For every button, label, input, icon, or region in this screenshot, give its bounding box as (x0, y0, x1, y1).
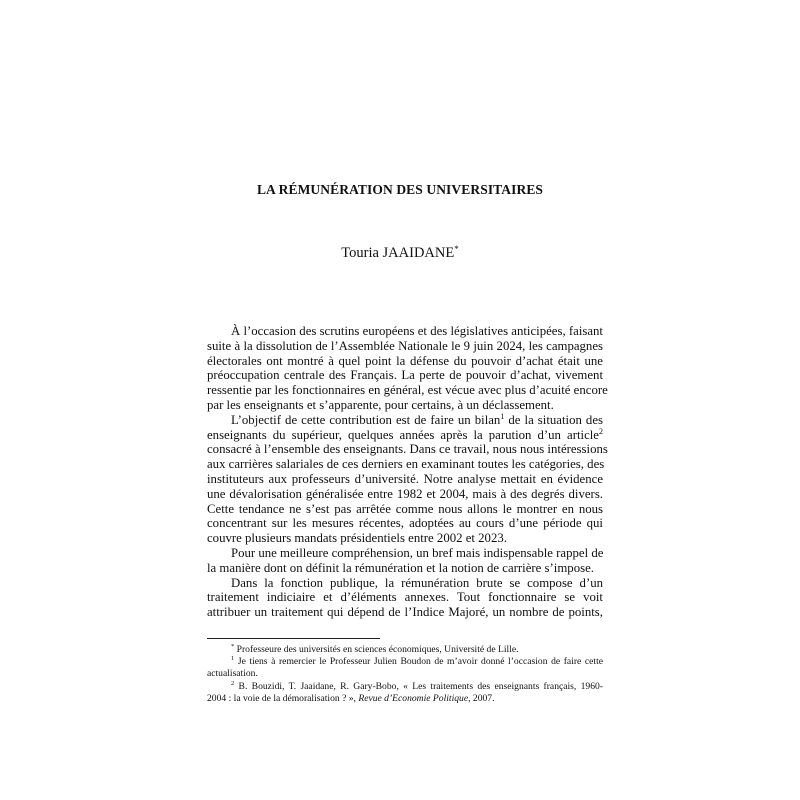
body-line (207, 413, 603, 428)
body-line (207, 605, 603, 620)
text-run: ressentie par les fonctionnaires en général, est vécue avec plus d’acuité encore (207, 383, 608, 398)
footnote-ref: 1 (500, 411, 505, 421)
body-line (207, 487, 603, 502)
footnote-line (207, 644, 603, 656)
body-line (207, 546, 603, 561)
text-run: traitement indiciaire et d’éléments annexes. Tout fonctionnaire se voit (207, 590, 603, 605)
text-run: suite à la dissolution de l’Assemblée Nationale le 9 juin 2024, les campagnes (207, 338, 603, 353)
text-run: attribuer un traitement qui dépend de l’Indice Majoré, un nombre de points, (207, 605, 603, 620)
text-run: Je tiens à remercier le Professeur Julien Boudon de m’avoir donné l’occasion de faire cette (234, 656, 603, 668)
body-line (207, 428, 603, 443)
footnote-ref: 2 (599, 426, 603, 436)
text-run: Dans la fonction publique, la rémunération brute se compose d’un (231, 575, 603, 590)
footnote-line (207, 693, 603, 705)
footnote-line (207, 668, 603, 680)
text-run: , 2007. (468, 692, 495, 704)
text-run: préoccupation centrale des Français. La perte de pouvoir d’achat, vivement (207, 368, 603, 383)
body-line (207, 502, 603, 517)
text-run: À l’occasion des scrutins européens et des législatives anticipées, faisant (231, 324, 603, 338)
journal-title: Revue d’Economie Politique (358, 692, 469, 704)
body-line (207, 442, 608, 457)
footnote-ref: 1 (231, 655, 235, 663)
body-line (207, 383, 608, 398)
text-run: enseignants du supérieur, quelques années après la parution d’un article (207, 427, 599, 442)
text-run: électorales ont montré à quel point la défense du pouvoir d’achat était une (207, 353, 603, 368)
text-run: aux carrières salariales de ces derniers en examinant toutes les catégories, des (207, 457, 605, 472)
text-run: de la situation des (504, 412, 603, 427)
body-line (207, 457, 603, 472)
body-line (207, 516, 603, 531)
footnote-line (207, 656, 603, 668)
text-run: par les enseignants et s’apparente, pour certains, à un déclassement. (207, 397, 554, 412)
body-line (207, 472, 603, 487)
author-line (0, 245, 800, 262)
footnote-line (207, 681, 603, 693)
text-run: Cette tendance ne s’est pas arrêtée comme nous allons le montrer en nous (207, 501, 603, 516)
body-line (207, 398, 603, 413)
body-line (207, 576, 603, 591)
article-title: LA RÉMUNÉRATION DES UNIVERSITAIRES (256, 182, 544, 197)
footnote-divider (207, 638, 380, 639)
article-body (207, 324, 608, 620)
text-run: la manière dont on définit la rémunération et la notion de carrière s’impose. (207, 560, 594, 575)
text-run: L’objectif de cette contribution est de faire un bilan (231, 412, 501, 427)
footnotes (207, 644, 603, 705)
body-line (207, 531, 603, 546)
body-line (207, 368, 603, 383)
body-line (207, 590, 603, 605)
text-run: Professeure des universités en sciences économiques, Université de Lille. (234, 644, 519, 655)
text-run: B. Bouzidi, T. Jaaidane, R. Gary-Bobo, « Les traitements des enseignants français, 1960- (234, 680, 603, 692)
body-line (207, 561, 603, 576)
text-run: consacré à l’ensemble des enseignants. Dans ce travail, nous nous intéressions (207, 442, 608, 457)
author-name: Touria JAAIDANE (341, 245, 455, 261)
body-line (207, 339, 603, 354)
text-run: couvre plusieurs mandats présidentiels entre 2002 et 2023. (207, 531, 507, 546)
body-line (207, 354, 603, 369)
body-line (207, 324, 603, 339)
text-run: actualisation. (207, 668, 258, 680)
text-run: 2004 : la voie de la démoralisation ? », (207, 692, 359, 704)
text-run: instituteurs aux professeurs d’université. Notre analyse mettait en évidence (207, 471, 603, 486)
author-footnote-mark: * (454, 244, 459, 254)
text-run: Pour une meilleure compréhension, un bref mais indispensable rappel de (231, 545, 604, 560)
text-run: une dévalorisation généralisée entre 1982 et 2004, mais à des degrés divers. (207, 486, 603, 501)
text-run: concentrant sur les mesures récentes, adoptées au cours d’une période qui (207, 516, 603, 531)
footnote-ref: * (231, 643, 235, 650)
footnote-ref: 2 (231, 679, 235, 687)
